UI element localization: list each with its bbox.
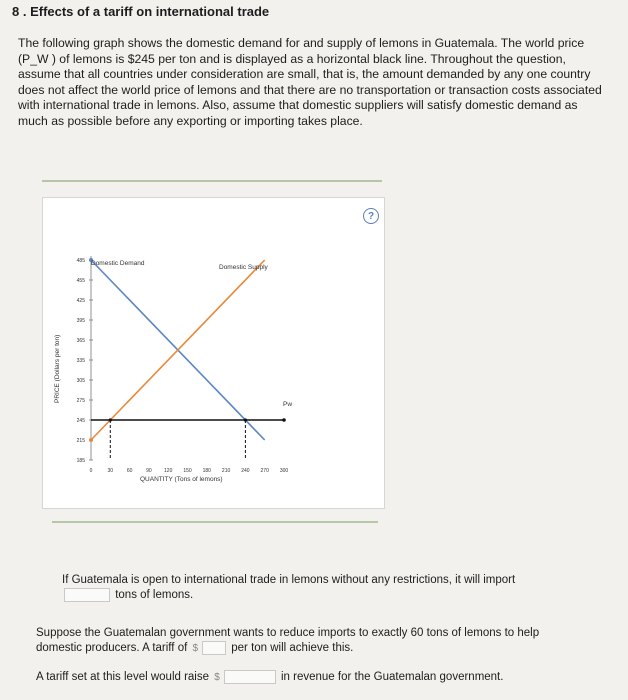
graph-panel[interactable] (42, 197, 385, 509)
y-axis-title: PRICE (Dollars per ton) (54, 334, 61, 403)
x-tick-label: 180 (202, 468, 211, 474)
intersection-point (244, 418, 247, 421)
question-tariff (36, 626, 616, 656)
revenue-dollar: $ (214, 672, 220, 684)
import-tons-input[interactable] (64, 588, 110, 602)
y-tick-label: 305 (76, 378, 85, 384)
x-tick-label: 30 (107, 468, 114, 474)
tariff-line1: Suppose the Guatemalan government wants to reduce imports to exactly 60 tons of lemons to help (36, 627, 540, 639)
x-tick-label: 0 (89, 468, 93, 474)
question-title: 8 . Effects of a tariff on international trade (12, 4, 270, 19)
world-price-label: Pw (283, 401, 293, 408)
y-tick-label: 275 (76, 398, 85, 404)
world-price-point (282, 418, 286, 422)
tariff-dollar: $ (192, 643, 199, 655)
y-tick-label: 245 (76, 418, 85, 424)
supply-curve-label: Domestic Supply (219, 264, 268, 271)
divider-bottom (52, 521, 378, 523)
x-tick-label: 60 (126, 468, 133, 474)
question-import (62, 573, 602, 603)
demand-curve-label: Domestic Demand (91, 260, 145, 267)
y-tick-label: 185 (76, 458, 85, 464)
x-tick-label: 120 (164, 468, 173, 474)
revenue-suffix: in revenue for the Guatemalan government. (280, 671, 504, 684)
help-icon[interactable]: ? (363, 208, 379, 224)
revenue-prefix: A tariff set at this level would raise (36, 671, 210, 684)
y-tick-label: 365 (76, 338, 85, 344)
y-tick-label: 335 (76, 358, 85, 364)
x-tick-label: 240 (241, 468, 250, 474)
y-tick-label: 485 (76, 258, 85, 264)
question-intro: The following graph shows the domestic demand for and supply of lemons in Guatemala. The world price (P_W ) of lemons is $245 per ton and is displayed as a horizontal black line. Throughout the question, assume that all countries under consideration are small, that is, the amount demanded by any one country does not affect the world price of lemons and that there are no transportation or transaction costs associated with international trade in lemons. Also, assume that domestic suppliers will satisfy domestic demand as much as possible before any exporting or importing takes place. (18, 36, 602, 128)
x-axis-title: QUANTITY (Tons of lemons) (140, 476, 223, 483)
question-revenue (36, 670, 616, 685)
y-tick-label: 455 (76, 278, 85, 284)
revenue-input[interactable] (224, 670, 276, 684)
x-tick-label: 210 (221, 468, 231, 474)
tariff-prefix: domestic producers. A tariff of (36, 642, 188, 655)
y-tick-label: 425 (76, 298, 85, 304)
import-suffix: tons of lemons. (115, 589, 194, 602)
y-tick-label: 215 (76, 438, 85, 444)
divider-top (42, 180, 382, 182)
x-tick-label: 90 (146, 468, 152, 474)
x-tick-label: 300 (279, 468, 289, 474)
x-tick-label: 150 (183, 468, 192, 474)
series-end-point (89, 438, 93, 442)
supply-demand-chart[interactable] (43, 198, 384, 508)
import-prompt: If Guatemala is open to international trade in lemons without any restrictions, it will import (62, 574, 516, 586)
x-tick-label: 270 (260, 468, 269, 474)
tariff-suffix: per ton will achieve this. (231, 642, 354, 655)
intersection-point (109, 418, 112, 421)
y-tick-label: 395 (76, 318, 85, 324)
tariff-input[interactable] (202, 641, 226, 655)
